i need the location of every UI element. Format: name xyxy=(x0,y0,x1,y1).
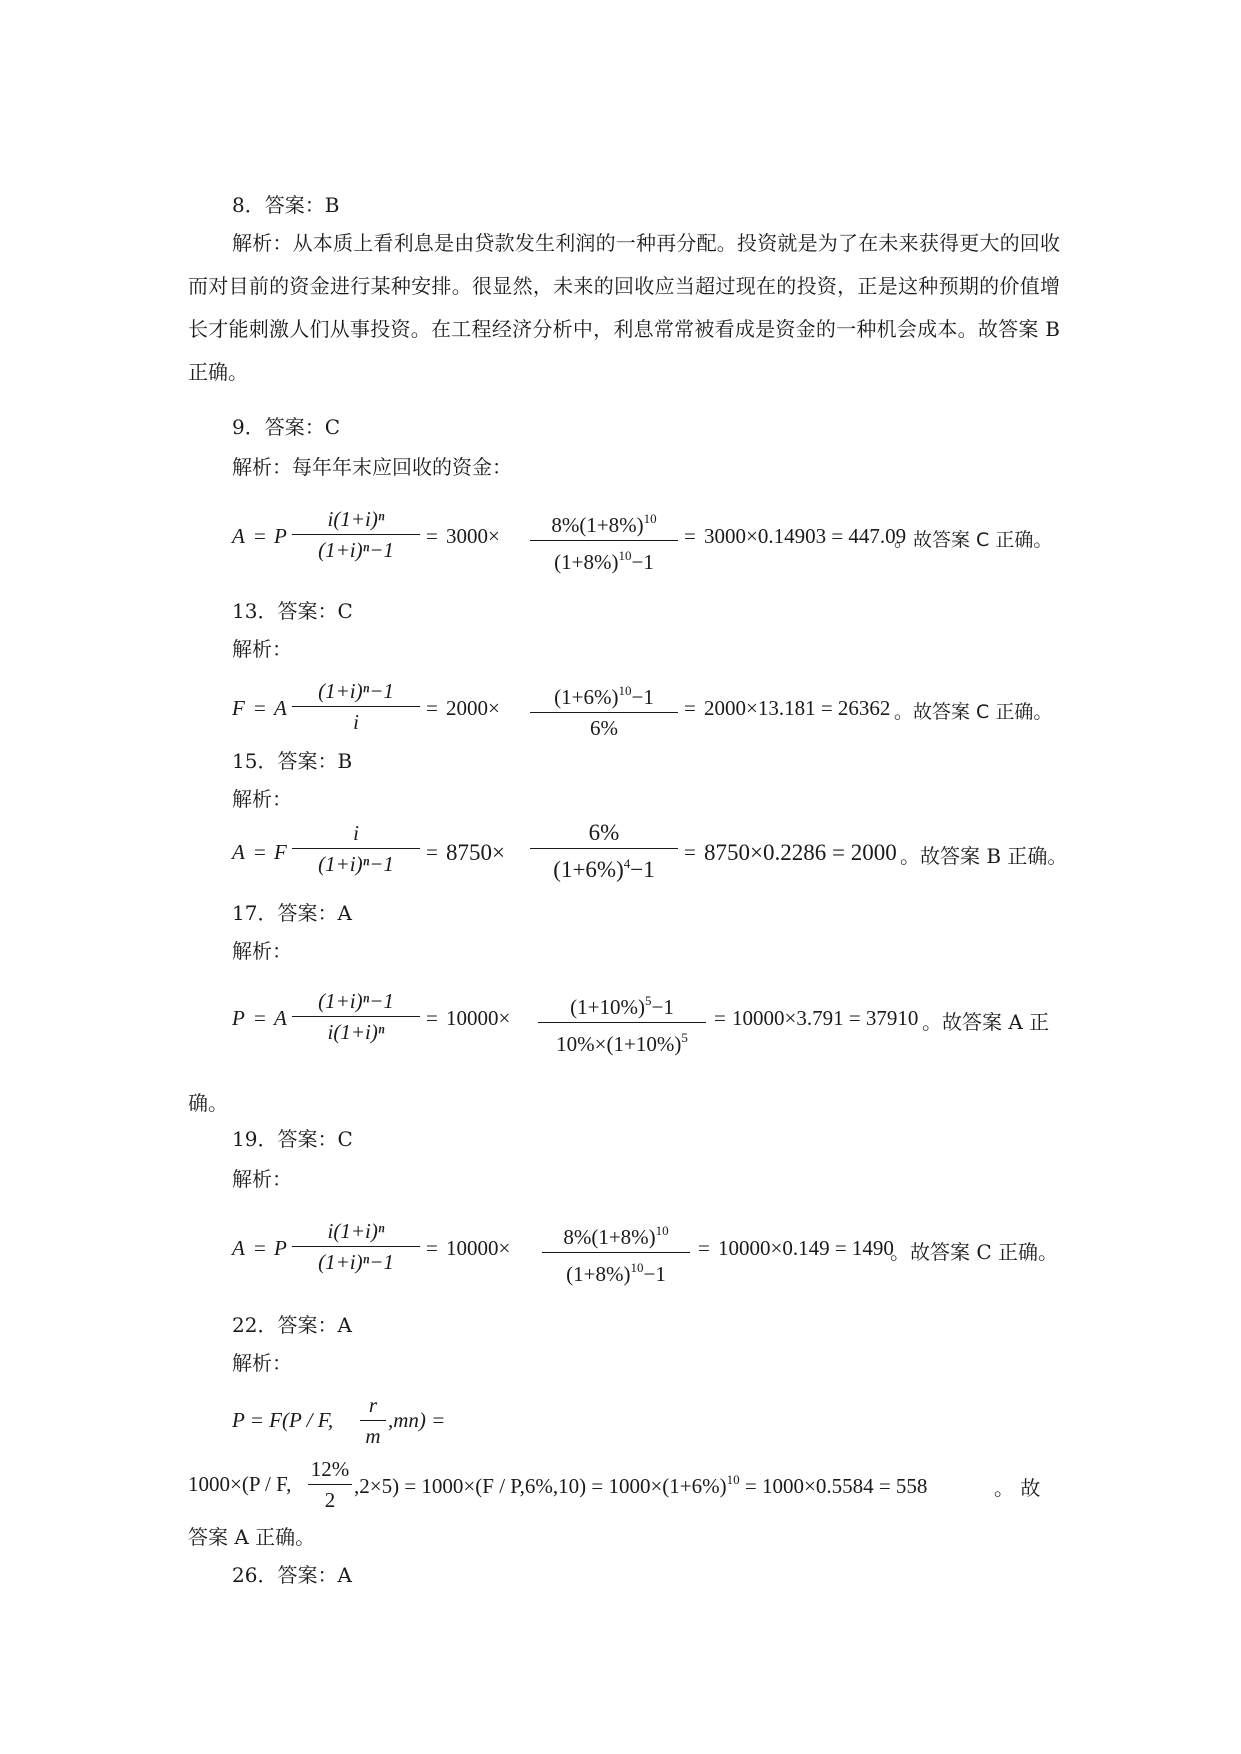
q22-line2-post-text: ,2×5) = 1000×(F / P,6%,10) = 1000×(1+6%) xyxy=(354,1474,727,1498)
q19-frac2-den: (1+8%) xyxy=(566,1262,631,1286)
q17-frac1 xyxy=(292,986,420,1047)
q17-frac1-den: i(1+i)ⁿ xyxy=(327,1020,385,1044)
q15-frac2-den-exp: 4 xyxy=(623,856,631,871)
q9-result: 3000×0.14903 = 447.09 xyxy=(704,524,907,548)
q22-line1-frac xyxy=(360,1390,386,1451)
q19-lhs: A xyxy=(232,1236,245,1260)
q19-eq-2: = xyxy=(426,1236,438,1260)
q19-tail: 。故答案 C 正确。 xyxy=(890,1240,1059,1264)
q19-frac2-num: 8%(1+8%) xyxy=(563,1225,656,1249)
q17-eq-2: = xyxy=(426,1006,438,1030)
q17-eq-3: = xyxy=(714,1006,726,1030)
q17-wrap: 确。 xyxy=(188,1091,228,1115)
q22-line2-exp: 10 xyxy=(726,1472,740,1487)
q19-p: P xyxy=(274,1236,287,1260)
q13-tail: 。故答案 C 正确。 xyxy=(894,701,1053,723)
q19-frac2-den-tail: −1 xyxy=(643,1262,666,1286)
q17-lhs: P xyxy=(232,1006,245,1030)
q19-eq-3: = xyxy=(698,1236,710,1260)
q17-frac1-num: (1+i)ⁿ−1 xyxy=(292,986,420,1017)
q17-eq-1: = xyxy=(254,1006,266,1030)
q22-line2-frac xyxy=(308,1454,352,1515)
q22-line1-frac-den: m xyxy=(365,1424,381,1448)
q13-v1: 2000× xyxy=(446,696,500,720)
q13-result: 2000×13.181 = 26362 xyxy=(704,696,891,720)
q13-frac2-num-exp: 10 xyxy=(618,683,632,698)
q9-frac2 xyxy=(530,504,678,577)
q13-a: A xyxy=(274,696,287,720)
q17-frac2-num-exp: 5 xyxy=(644,993,652,1008)
q13-frac2-num-tail: −1 xyxy=(631,685,654,709)
q19-label: 解析： xyxy=(232,1167,292,1191)
q13-frac1 xyxy=(292,676,420,737)
q9-frac1-num: i(1+i)ⁿ xyxy=(292,504,420,535)
q22-line2-frac-den: 2 xyxy=(324,1488,336,1512)
q15-frac1 xyxy=(292,818,420,879)
q15-f: F xyxy=(274,840,287,864)
q15-frac2 xyxy=(530,818,678,885)
q19-frac1-den: (1+i)ⁿ−1 xyxy=(318,1250,394,1274)
q9-formula xyxy=(232,504,1060,576)
q17-frac2-den-exp: 5 xyxy=(681,1030,688,1045)
q9-lhs: A xyxy=(232,524,245,548)
q26-answer: 26．答案：A xyxy=(232,1563,352,1587)
q15-eq-2: = xyxy=(426,840,438,864)
q9-p: P xyxy=(274,524,287,548)
q17-result: 10000×3.791 = 37910 xyxy=(732,1006,919,1030)
q15-lhs: A xyxy=(232,840,245,864)
q17-frac2 xyxy=(538,986,706,1059)
q15-eq-1: = xyxy=(254,840,266,864)
q15-frac1-num: i xyxy=(292,818,420,849)
q22-line1-pre: P = F(P / F, xyxy=(232,1408,334,1432)
q9-frac2-den: (1+8%) xyxy=(554,550,619,574)
q9-eq-1: = xyxy=(254,524,266,548)
q15-result: 8750×0.2286 = 2000 xyxy=(704,840,897,865)
q19-eq-1: = xyxy=(254,1236,266,1260)
q15-v1: 8750× xyxy=(446,840,505,865)
q9-frac1-den: (1+i)ⁿ−1 xyxy=(318,538,394,562)
q9-label: 解析：每年年末应回收的资金： xyxy=(232,455,512,479)
q17-label: 解析： xyxy=(232,939,292,963)
q19-v1: 10000× xyxy=(446,1236,511,1260)
q22-line1 xyxy=(232,1390,1060,1454)
q13-answer: 13．答案：C xyxy=(232,599,353,623)
q22-line2-post xyxy=(354,1472,927,1499)
q15-frac2-num: 6% xyxy=(530,818,678,849)
q8-analysis-text: 解析：从本质上看利息是由贷款发生利润的一种再分配。投资就是为了在未来获得更大的回收而对目前的资金进行某种安排。很显然，未来的回收应当超过现在的投资，正是这种预期的价值增长才能刺激人们从事投资。在工程经济分析中，利息常常被看成是资金的一种机会成本。故答案 B 正确。 xyxy=(188,231,1060,384)
q17-tail: 。故答案 A 正 xyxy=(922,1010,1050,1034)
q15-frac2-den-tail: −1 xyxy=(630,857,655,882)
q9-frac2-den-tail: −1 xyxy=(631,550,654,574)
q9-eq-2: = xyxy=(426,524,438,548)
q9-frac2-num: 8%(1+8%) xyxy=(551,513,644,537)
q15-eq-3: = xyxy=(684,840,696,864)
q13-frac2 xyxy=(530,676,678,743)
q9-frac2-num-exp: 10 xyxy=(643,511,657,526)
q22-line2-result: = 1000×0.5584 = 558 xyxy=(739,1474,928,1498)
q13-frac1-den: i xyxy=(353,710,359,734)
q13-eq-2: = xyxy=(426,696,438,720)
q22-wrap: 答案 A 正确。 xyxy=(188,1525,316,1549)
q15-formula xyxy=(232,818,1068,890)
q8-answer: 8．答案：B xyxy=(232,193,340,217)
q13-formula xyxy=(232,676,1060,748)
q19-frac1-num: i(1+i)ⁿ xyxy=(292,1216,420,1247)
q22-line2 xyxy=(188,1454,1060,1518)
q9-tail: 。故答案 C 正确。 xyxy=(894,529,1053,551)
q13-lhs: F xyxy=(232,696,245,720)
q17-formula xyxy=(232,986,1060,1058)
q17-v1: 10000× xyxy=(446,1006,511,1030)
q13-frac1-num: (1+i)ⁿ−1 xyxy=(292,676,420,707)
q9-eq-3: = xyxy=(684,524,696,548)
q17-frac2-num: (1+10%) xyxy=(570,995,645,1019)
q17-a: A xyxy=(274,1006,287,1030)
q22-line1-frac-num: r xyxy=(360,1390,386,1421)
q15-frac2-den: (1+6%) xyxy=(553,857,624,882)
q9-frac1 xyxy=(292,504,420,565)
q19-frac1 xyxy=(292,1216,420,1277)
q17-answer: 17．答案：A xyxy=(232,901,352,925)
q15-tail: 。故答案 B 正确。 xyxy=(900,844,1068,868)
q8-analysis xyxy=(188,222,1060,394)
q13-frac2-num: (1+6%) xyxy=(554,685,619,709)
q13-label: 解析： xyxy=(232,637,292,661)
q19-frac2 xyxy=(542,1216,690,1289)
q13-eq-3: = xyxy=(684,696,696,720)
q15-frac1-den: (1+i)ⁿ−1 xyxy=(318,852,394,876)
q22-line1-post: ,mn) = xyxy=(388,1408,446,1432)
q19-result: 10000×0.149 = 1490 xyxy=(718,1236,894,1260)
q22-tail: 。 故 xyxy=(994,1476,1041,1500)
q22-line2-pre: 1000×(P / F, xyxy=(188,1472,292,1496)
q19-frac2-den-exp: 10 xyxy=(630,1260,644,1275)
q9-v1: 3000× xyxy=(446,524,500,548)
q22-answer: 22．答案：A xyxy=(232,1313,352,1337)
q13-eq-1: = xyxy=(254,696,266,720)
q19-frac2-num-exp: 10 xyxy=(655,1223,669,1238)
q9-frac2-den-exp: 10 xyxy=(618,548,632,563)
q19-answer: 19．答案：C xyxy=(232,1127,353,1151)
q22-line2-frac-num: 12% xyxy=(308,1454,352,1485)
q15-label: 解析： xyxy=(232,787,292,811)
q22-label: 解析： xyxy=(232,1351,292,1375)
q17-frac2-num-tail: −1 xyxy=(651,995,674,1019)
q13-frac2-den: 6% xyxy=(590,716,618,740)
q17-frac2-den: 10%×(1+10%) xyxy=(556,1032,682,1056)
q9-answer: 9．答案：C xyxy=(232,415,341,439)
q19-formula xyxy=(232,1216,1060,1288)
q15-answer: 15．答案：B xyxy=(232,749,353,773)
